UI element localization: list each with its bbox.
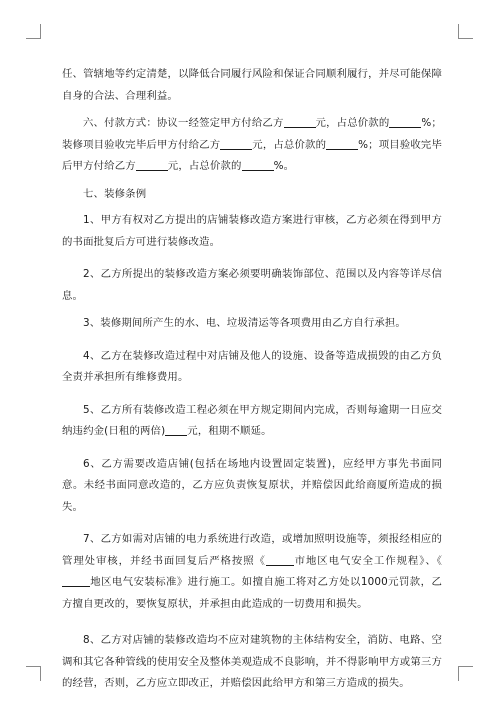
clause-7-text-2: 市地区电气安全工作规程》、《 [293, 554, 443, 567]
payment-text-3: %；装修项目验收完毕后甲方付给乙方 [62, 117, 442, 151]
blank-amount-2 [220, 137, 252, 150]
clause-7-text-3: 地区电气安装标准》进行施工。如擅自施工将对乙方处以1000元罚款，乙方擅自更改的，要恢复原状，并承担由此造成的一切费用和损失。 [62, 576, 442, 610]
blank-amount-3 [136, 158, 168, 171]
clause-1: 1、甲方有权对乙方提出的店铺装修改造方案进行审核，乙方必须在得到甲方的书面批复后方可进行装修改造。 [62, 214, 442, 248]
payment-text-7: %。 [273, 160, 295, 172]
payment-text-5: %；项目验收完毕后甲方付给乙方 [62, 138, 443, 172]
payment-text-1: 六、付款方式：协议一经签定甲方付给乙方 [83, 117, 284, 129]
crop-mark-bottom-right [458, 666, 473, 681]
blank-penalty [165, 423, 187, 436]
crop-mark-top-right [458, 24, 473, 39]
blank-percent-2 [326, 137, 358, 150]
payment-text-4: 元，占总价款的 [252, 138, 327, 151]
crop-mark-bottom-left [26, 666, 41, 681]
clause-2: 2、乙方所提出的装修改造方案必须要明确装饰部位、范围以及内容等详尽信息。 [62, 268, 442, 302]
blank-city [266, 553, 294, 566]
payment-text-6: 元，占总价款的 [167, 160, 242, 172]
blank-region [62, 574, 90, 587]
clause-7-text-1: 7、乙方如需对店铺的电力系统进行改造，或增加照明设施等，须报经相应的管理处审核，并经书面回复后严格按照《 [62, 533, 442, 567]
blank-percent-1 [389, 115, 421, 128]
clause-5 [62, 400, 442, 443]
clause-5-text-2: 元，租期不顺延。 [187, 425, 272, 437]
clause-3: 3、装修期间所产生的水、电、垃圾清运等各项费用由乙方自行承担。 [83, 317, 406, 329]
clause-4: 4、乙方在装修改造过程中对店铺及他人的设施、设备等造成损毁的由乙方负全责并承担所有维修费用。 [62, 349, 442, 383]
clause-6: 6、乙方需要改造店铺(包括在场地内设置固定装置)，应经甲方事先书面同意。未经书面同意改造的，乙方应负责恢复原状，并赔偿因此给商厦所造成的损失。 [62, 457, 442, 513]
document-body [62, 64, 442, 695]
payment-text-2: 元，占总价款的 [315, 117, 390, 129]
clause-8: 8、乙方对店铺的装修改造均不应对建筑物的主体结构安全，消防、电路、空调和其它各种管线的使用安全及整体美观造成不良影响，并不得影响甲方或第三方的经营，否则，乙方应立即改正，并赔偿因此给甲方和第三方造成的损失。 [62, 634, 442, 689]
clause-7 [62, 529, 442, 615]
paragraph-continuation: 任、管辖地等约定清楚，以降低合同履行风险和保证合同顺利履行，并尽可能保障自身的合法、合理利益。 [62, 68, 442, 102]
section-heading-renovation: 七、装修条例 [83, 187, 147, 200]
clause-5-text-1: 5、乙方所有装修改造工程必须在甲方规定期间内完成，否则每逾期一日应交纳违约金(日租的两倍) [62, 403, 442, 437]
blank-percent-3 [242, 158, 274, 171]
crop-mark-top-left [26, 24, 41, 39]
blank-amount-1 [284, 115, 316, 128]
paragraph-payment-terms [62, 113, 442, 178]
